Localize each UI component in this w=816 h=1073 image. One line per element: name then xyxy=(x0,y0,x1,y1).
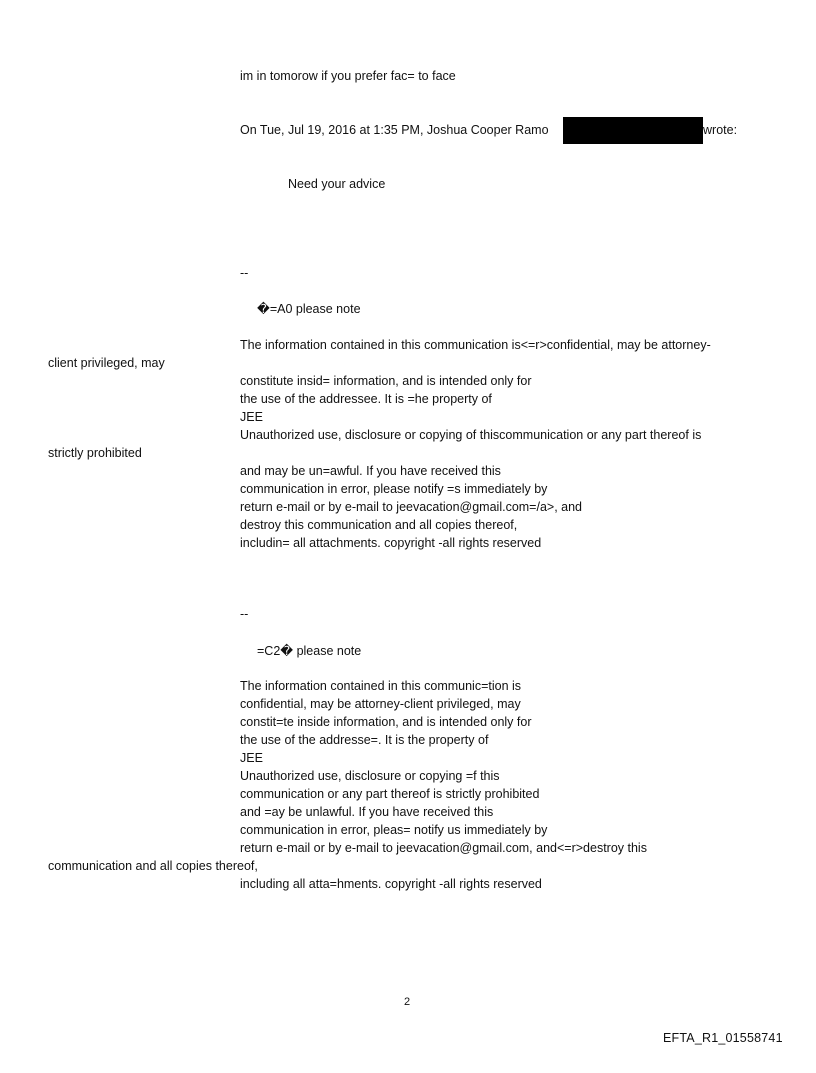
quote-header-wrote: wrote: xyxy=(703,123,738,137)
disclaimer-2-line: communication or any part thereof is strictly prohibited xyxy=(240,787,540,801)
disclaimer-2-heading: =C2� please note xyxy=(257,644,362,658)
disclaimer-2-line: Unauthorized use, disclosure or copying =f this xyxy=(240,769,500,783)
quote-header: On Tue, Jul 19, 2016 at 1:35 PM, Joshua Cooper Ramo xyxy=(240,123,549,137)
quoted-body: Need your advice xyxy=(288,177,386,191)
disclaimer-2-line: The information contained in this communic=tion is xyxy=(240,679,522,693)
disclaimer-1-line: Unauthorized use, disclosure or copying of thiscommunication or any part thereof is xyxy=(240,428,702,442)
page-number: 2 xyxy=(404,996,411,1008)
disclaimer-1-line: the use of the addressee. It is =he property of xyxy=(240,392,492,406)
separator-1: -- xyxy=(240,266,249,280)
disclaimer-2-line: the use of the addresse=. It is the property of xyxy=(240,733,489,747)
disclaimer-2-line: return e-mail or by e-mail to jeevacation@gmail.com, and<=r>destroy this xyxy=(240,841,647,855)
reply-text: im in tomorow if you prefer fac= to face xyxy=(240,69,456,83)
disclaimer-1-line: and may be un=awful. If you have received this xyxy=(240,464,501,478)
disclaimer-2-line: and =ay be unlawful. If you have received this xyxy=(240,805,494,819)
disclaimer-2-line: constit=te inside information, and is intended only for xyxy=(240,715,532,729)
disclaimer-2-line: JEE xyxy=(240,751,263,765)
separator-2: -- xyxy=(240,607,249,621)
disclaimer-1-heading: �=A0 please note xyxy=(257,302,361,316)
disclaimer-1-line: constitute insid= information, and is intended only for xyxy=(240,374,532,388)
disclaimer-1-line: strictly prohibited xyxy=(48,446,142,460)
disclaimer-1-line: includin= all attachments. copyright -all rights reserved xyxy=(240,536,542,550)
disclaimer-1-line: The information contained in this communication is<=r>confidential, may be attorney- xyxy=(240,338,711,352)
disclaimer-1-line: JEE xyxy=(240,410,263,424)
disclaimer-2-line: confidential, may be attorney-client privileged, may xyxy=(240,697,521,711)
disclaimer-2-line: communication in error, pleas= notify us immediately by xyxy=(240,823,548,837)
disclaimer-2-line: including all atta=hments. copyright -all rights reserved xyxy=(240,877,542,891)
disclaimer-1-line: return e-mail or by e-mail to jeevacation@gmail.com=/a>, and xyxy=(240,500,583,514)
disclaimer-1-line: communication in error, please notify =s immediately by xyxy=(240,482,548,496)
disclaimer-1-line: client privileged, may xyxy=(48,356,165,370)
disclaimer-2-line: communication and all copies thereof, xyxy=(48,859,258,873)
redaction-box xyxy=(563,117,703,144)
document-id: EFTA_R1_01558741 xyxy=(663,1031,783,1045)
disclaimer-1-line: destroy this communication and all copies thereof, xyxy=(240,518,518,532)
